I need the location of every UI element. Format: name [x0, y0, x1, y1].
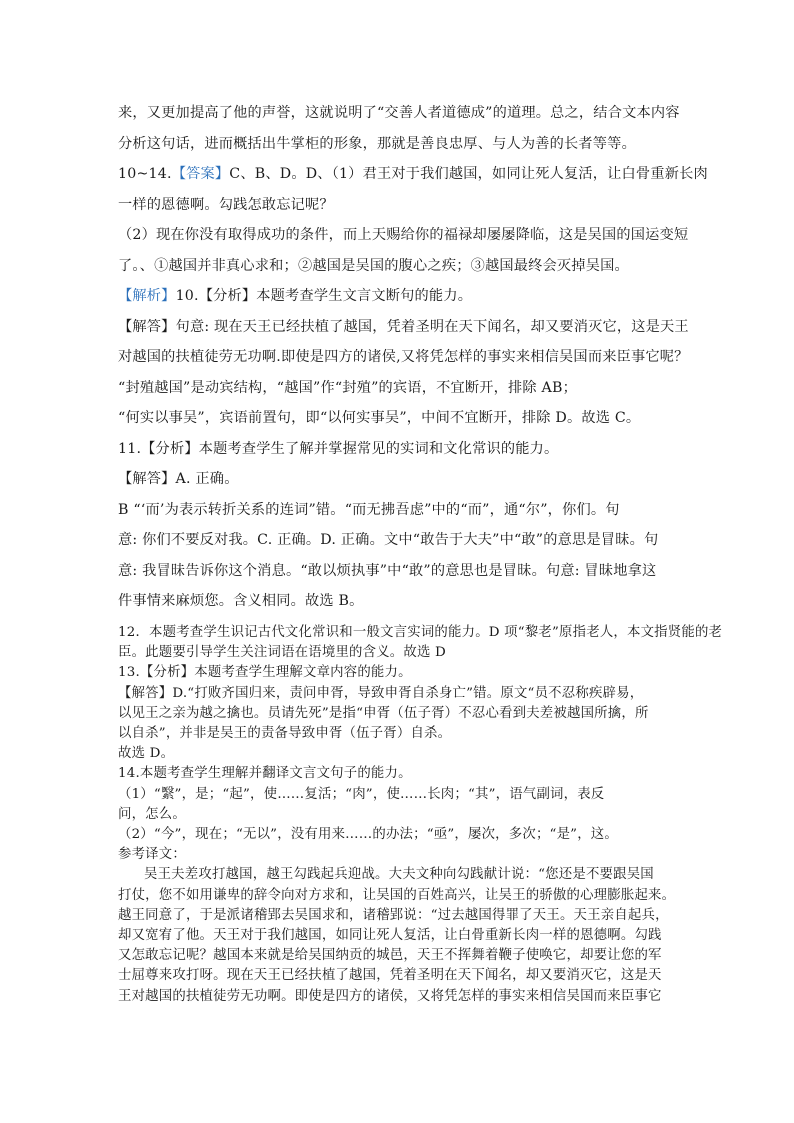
answer-text: 一样的恩德啊。勾践怎敢忘记呢？: [118, 196, 334, 213]
answer-text: 分析这句话，进而概括出牛掌柜的形象，那就是善良忠厚、与人为善的长者等等。: [118, 135, 636, 152]
answer-text: 10~14.: [118, 166, 172, 182]
explanation-line: 13.【分析】本题考查学生理解文章内容的能力。: [118, 665, 412, 681]
explanation-line: 12．本题考查学生识记古代文化常识和一般文言实词的能力。D 项“黎老”原指老人，本文指贤能的老: [118, 625, 723, 640]
answer-text: “何实以事吴”，宾语前置句，即“以何实事吴”，中间不宜断开，排除 D。故选 C。: [118, 410, 641, 426]
answer-tag: 【解析】: [118, 288, 176, 304]
explanation-line: 却又宽宥了他。天王对于我们越国，如同让死人复活，让白骨重新长肉一样的恩德啊。勾践: [118, 928, 662, 943]
explanation-line: （2）“今”，现在；“无以”，没有用来……的办法；“亟”，屡次，多次；“是”，这。: [118, 827, 618, 842]
answer-line: [118, 129, 684, 159]
explanation-line: 【解答】D.“打败齐国归来，责问申胥，导致申胥自杀身亡”错。原文“员不忍称疾辟易，: [118, 685, 644, 701]
answer-line: [118, 403, 684, 433]
answer-tag: 【答案】: [171, 166, 230, 182]
explanation-line: 臣。此题要引导学生关注词语在语境里的含义。故选 D: [118, 645, 446, 661]
answer-line: [118, 159, 708, 189]
explanation-line: 士屈尊来攻打呀。现在天王已经扶植了越国，凭着圣明在天下闻名，却又要消灭它，这是天: [118, 968, 662, 984]
answer-text: 件事情来麻烦您。含义相同。故选 B。: [118, 593, 364, 609]
answer-line: [118, 220, 689, 250]
answer-text: B “‘而’为表示转折关系的连词”错。“而无拂吾虑”中的“而”，通“尔”，你们。句: [118, 501, 620, 518]
answer-text: C、B、D。D、（1）君王对于我们越国，如同让死人复活，让白骨重新长肉: [229, 166, 708, 182]
explanation-line: 以自杀”，并非是吴王的责备导致申胥（伍子胥）自杀。: [118, 726, 452, 741]
answer-text: 意: 你们不要反对我。C. 正确。D. 正确。文中“敢告于大夫”中“敢”的意思是冒昧。句: [118, 532, 659, 548]
explanation-line: 参考译文：: [118, 847, 186, 863]
answer-line: [118, 190, 684, 220]
answer-text: 意: 我冒昧告诉你这个消息。“敢以烦执事”中“敢”的意思也是冒昧。句意: 冒昧地拿这: [118, 562, 657, 579]
answer-line: [118, 495, 684, 525]
answer-text: 10.【分析】本题考查学生文言文断句的能力。: [175, 288, 473, 304]
explanation-line: （1）“繄”，是；“起”，使……复活；“肉”，使……长肉；“其”，语气副词，表反: [118, 786, 605, 802]
answer-line: [118, 281, 684, 311]
explanation-line: 越王同意了，于是派诸稽郢去吴国求和，诸稽郢说：“过去越国得罪了天王。天王亲自起兵，: [118, 907, 669, 923]
answer-line: [118, 525, 684, 555]
explanation-line: 又怎敢忘记呢？越国本来就是给吴国纳贡的城邑，天王不挥舞着鞭子使唤它，却要让您的军: [118, 948, 662, 964]
answer-text: 【解答】句意: 现在天王已经扶植了越国，凭着圣明在天下闻名，却又要消灭它，这是天王: [118, 318, 689, 335]
explanation-line: 王对越国的扶植徒劳无功啊。即使是四方的诸侯，又将凭怎样的事实来相信吴国而来臣事它: [118, 988, 662, 1004]
answer-line: [118, 251, 684, 281]
answer-line: [118, 373, 684, 403]
answer-text: 11.【分析】本题考查学生了解并掌握常见的实词和文化常识的能力。: [118, 440, 559, 457]
answer-text: 来，又更加提高了他的声誉，这就说明了“交善人者道德成”的道理。总之，结合文本内容: [118, 105, 680, 121]
answer-text: “封殖越国”是动宾结构，“越国”作“封殖”的宾语，不宜断开，排除 AB；: [118, 379, 577, 396]
answer-line: [118, 586, 684, 616]
explanation-line: 打仗，您不如用谦卑的辞令向对方求和，让吴国的百姓高兴，让吴王的骄傲的心理膨胀起来。: [118, 887, 676, 903]
answer-line: [118, 464, 684, 494]
answer-line: [118, 98, 684, 128]
answer-line: [118, 434, 684, 464]
answer-line: [118, 342, 689, 372]
answer-line: [118, 556, 684, 586]
explanation-line: 14.本题考查学生理解并翻译文言文句子的能力。: [118, 766, 412, 782]
answer-line: [118, 312, 689, 342]
explanation-line: 问，怎么。: [118, 806, 186, 822]
explanation-line: 故选 D。: [118, 746, 175, 762]
explanation-line: 以见王之亲为越之擒也。员请先死”是指“申胥（伍子胥）不忍心看到夫差被越国所擒，所: [118, 705, 649, 721]
translation-paragraph-start: 吴王夫差攻打越国，越王勾践起兵迎战。大夫文种向勾践献计说：“您还是不要跟吴国: [144, 867, 654, 883]
answer-text: 【解答】A. 正确。: [118, 471, 239, 487]
answer-text: （2）现在你没有取得成功的条件，而上天赐给你的福禄却屡屡降临，这是吴国的国运变短: [118, 227, 689, 243]
answer-text: 了。、①越国并非真心求和；②越国是吴国的腹心之疾；③越国最终会灭掉吴国。: [118, 257, 629, 274]
answer-text: 对越国的扶植徒劳无功啊.即使是四方的诸侯,又将凭怎样的事实来相信吴国而来臣事它呢？: [118, 349, 689, 365]
